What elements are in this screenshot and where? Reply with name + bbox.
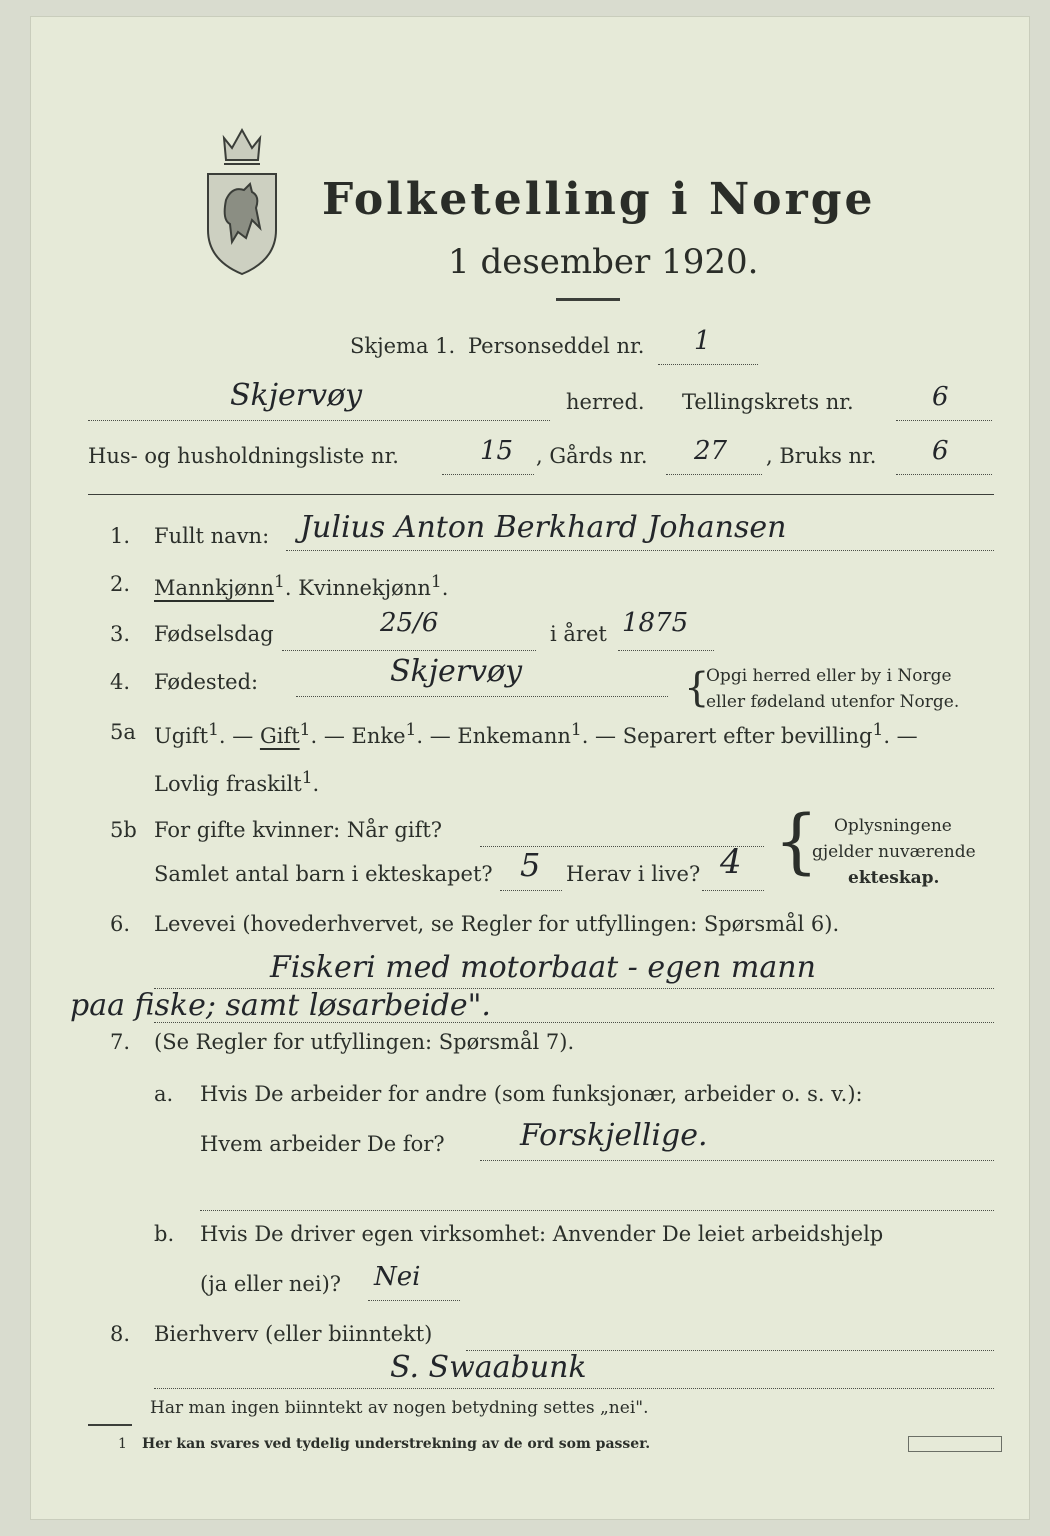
q5a-fraskilt-option: Lovlig fraskilt bbox=[154, 772, 302, 796]
skjema-label: Skjema 1. bbox=[350, 334, 456, 358]
q5b-note-line2-text: gjelder nuværende bbox=[812, 842, 976, 862]
bruks-label: , Bruks nr. bbox=[766, 444, 877, 468]
bruks-value: 6 bbox=[932, 436, 949, 466]
q1-number: 1. bbox=[110, 524, 131, 548]
q7b-letter: b. bbox=[154, 1222, 175, 1246]
tellingskrets-value: 6 bbox=[932, 382, 949, 412]
q2-options: Mannkjønn$^1$. Kvinnekjønn$^1$. bbox=[154, 572, 449, 600]
personseddel-line bbox=[658, 364, 758, 365]
q4-line bbox=[296, 696, 668, 697]
q1-label: Fullt navn: bbox=[154, 524, 270, 548]
footnote-divider bbox=[88, 1424, 132, 1426]
q5b-alive-line bbox=[702, 890, 764, 891]
header-divider bbox=[88, 494, 994, 495]
q5a-ugift-option: Ugift bbox=[154, 724, 209, 748]
bruks-line bbox=[896, 474, 992, 475]
q5a-gift-option: Gift bbox=[259, 724, 300, 748]
gards-line bbox=[666, 474, 762, 475]
q7b-label2: (ja eller nei)? bbox=[200, 1272, 342, 1296]
census-form-sheet bbox=[30, 16, 1030, 1520]
q7a-letter: a. bbox=[154, 1082, 174, 1106]
q8-number: 8. bbox=[110, 1322, 131, 1346]
q3-year-label: i året bbox=[550, 622, 607, 646]
husholdningsliste-line bbox=[442, 474, 534, 475]
personseddel-value: 1 bbox=[694, 326, 711, 356]
q3-label: Fødselsdag bbox=[154, 622, 274, 646]
q7a-who-label: Hvem arbeider De for? bbox=[200, 1132, 445, 1156]
q3-line bbox=[282, 650, 536, 651]
q4-note-bracket: { bbox=[684, 665, 710, 711]
footnote-mark: 1 bbox=[118, 1436, 127, 1452]
tellingskrets-label: Tellingskrets nr. bbox=[682, 390, 854, 414]
husholdningsliste-value: 15 bbox=[480, 436, 514, 466]
q6-number: 6. bbox=[110, 912, 131, 936]
norwegian-coat-of-arms-icon bbox=[202, 120, 282, 282]
q8-line2 bbox=[154, 1388, 994, 1389]
q4-note-line2: eller fødeland utenfor Norge. bbox=[706, 692, 960, 712]
q7a-extra-line bbox=[200, 1210, 994, 1211]
gards-label: , Gårds nr. bbox=[536, 444, 648, 468]
q5b-note-bracket: { bbox=[774, 800, 819, 882]
q5a-options: Ugift$^1$. — Gift$^1$. — Enke$^1$. — Enkemann$^1$. — Separert efter bevilling$^1$. — bbox=[154, 720, 918, 748]
q6-value-line2: paa fiske; samt løsarbeide". bbox=[70, 988, 491, 1023]
q2-male-option: Mannkjønn bbox=[154, 576, 275, 600]
q2-female-option: Kvinnekjønn bbox=[298, 576, 431, 600]
q5a-separert-option: Separert efter bevilling bbox=[622, 724, 873, 748]
q7-label: (Se Regler for utfyllingen: Spørsmål 7). bbox=[154, 1030, 575, 1054]
herred-line bbox=[88, 420, 550, 421]
q7b-label: Hvis De driver egen virksomhet: Anvender De leiet arbeidshjelp bbox=[200, 1222, 884, 1246]
q8-note: Har man ingen biinntekt av nogen betydning settes „nei". bbox=[150, 1398, 649, 1418]
form-title: Folketelling i Norge bbox=[322, 174, 876, 225]
q5a-enkemann-option: Enkemann bbox=[457, 724, 571, 748]
q5b-alive-label: Herav i live? bbox=[566, 862, 701, 886]
q5a-fraskilt-option-wrap: Lovlig fraskilt$^1$. bbox=[154, 768, 320, 796]
q3-year-value: 1875 bbox=[622, 608, 689, 638]
printer-stamp bbox=[908, 1436, 1002, 1452]
q5a-enke-option: Enke bbox=[351, 724, 406, 748]
q4-number: 4. bbox=[110, 670, 131, 694]
q5b-children-label: Samlet antal barn i ekteskapet? bbox=[154, 862, 493, 886]
q2-number: 2. bbox=[110, 572, 131, 596]
tellingskrets-line bbox=[896, 420, 992, 421]
q8-label: Bierhverv (eller biinntekt) bbox=[154, 1322, 433, 1346]
q3-value: 25/6 bbox=[380, 608, 439, 638]
q6-line2 bbox=[154, 1022, 994, 1023]
q5b-label: For gifte kvinner: Når gift? bbox=[154, 818, 443, 842]
personseddel-label: Personseddel nr. bbox=[468, 334, 645, 358]
q5a-number: 5a bbox=[110, 720, 136, 744]
q5b-children-value: 5 bbox=[520, 846, 541, 884]
q4-label: Fødested: bbox=[154, 670, 259, 694]
q7b-line bbox=[368, 1300, 460, 1301]
herred-label: herred. bbox=[566, 390, 645, 414]
q3-number: 3. bbox=[110, 622, 131, 646]
husholdningsliste-label: Hus- og husholdningsliste nr. bbox=[88, 444, 399, 468]
q5b-number: 5b bbox=[110, 818, 137, 842]
q4-value: Skjervøy bbox=[390, 654, 523, 689]
q8-signature: S. Swaabunk bbox=[390, 1350, 587, 1385]
q7a-label: Hvis De arbeider for andre (som funksjonær, arbeider o. s. v.): bbox=[200, 1082, 863, 1106]
gards-value: 27 bbox=[694, 436, 728, 466]
q5b-note-line3: ekteskap. bbox=[848, 868, 940, 888]
q5b-alive-value: 4 bbox=[720, 842, 742, 882]
q3-year-line bbox=[618, 650, 714, 651]
q5b-note-line1: Oplysningene bbox=[834, 816, 952, 836]
q6-label: Levevei (hovederhvervet, se Regler for utfyllingen: Spørsmål 6). bbox=[154, 912, 840, 936]
q1-line bbox=[286, 550, 994, 551]
q5b-children-line bbox=[500, 890, 562, 891]
footnote-text: Her kan svares ved tydelig understrekning av de ord som passer. bbox=[142, 1436, 651, 1452]
census-date: 1 desember 1920. bbox=[448, 242, 759, 282]
q7a-who-line bbox=[480, 1160, 994, 1161]
q6-value-line1: Fiskeri med motorbaat - egen mann bbox=[270, 950, 816, 985]
q5b-note-line2 bbox=[812, 842, 976, 862]
herred-value: Skjervøy bbox=[230, 378, 363, 413]
q7b-value: Nei bbox=[374, 1262, 421, 1292]
q7-number: 7. bbox=[110, 1030, 131, 1054]
q7a-who-value: Forskjellige. bbox=[520, 1118, 708, 1153]
q4-note-line1: Opgi herred eller by i Norge bbox=[706, 666, 952, 686]
q1-value: Julius Anton Berkhard Johansen bbox=[300, 510, 787, 545]
title-divider bbox=[556, 298, 620, 301]
